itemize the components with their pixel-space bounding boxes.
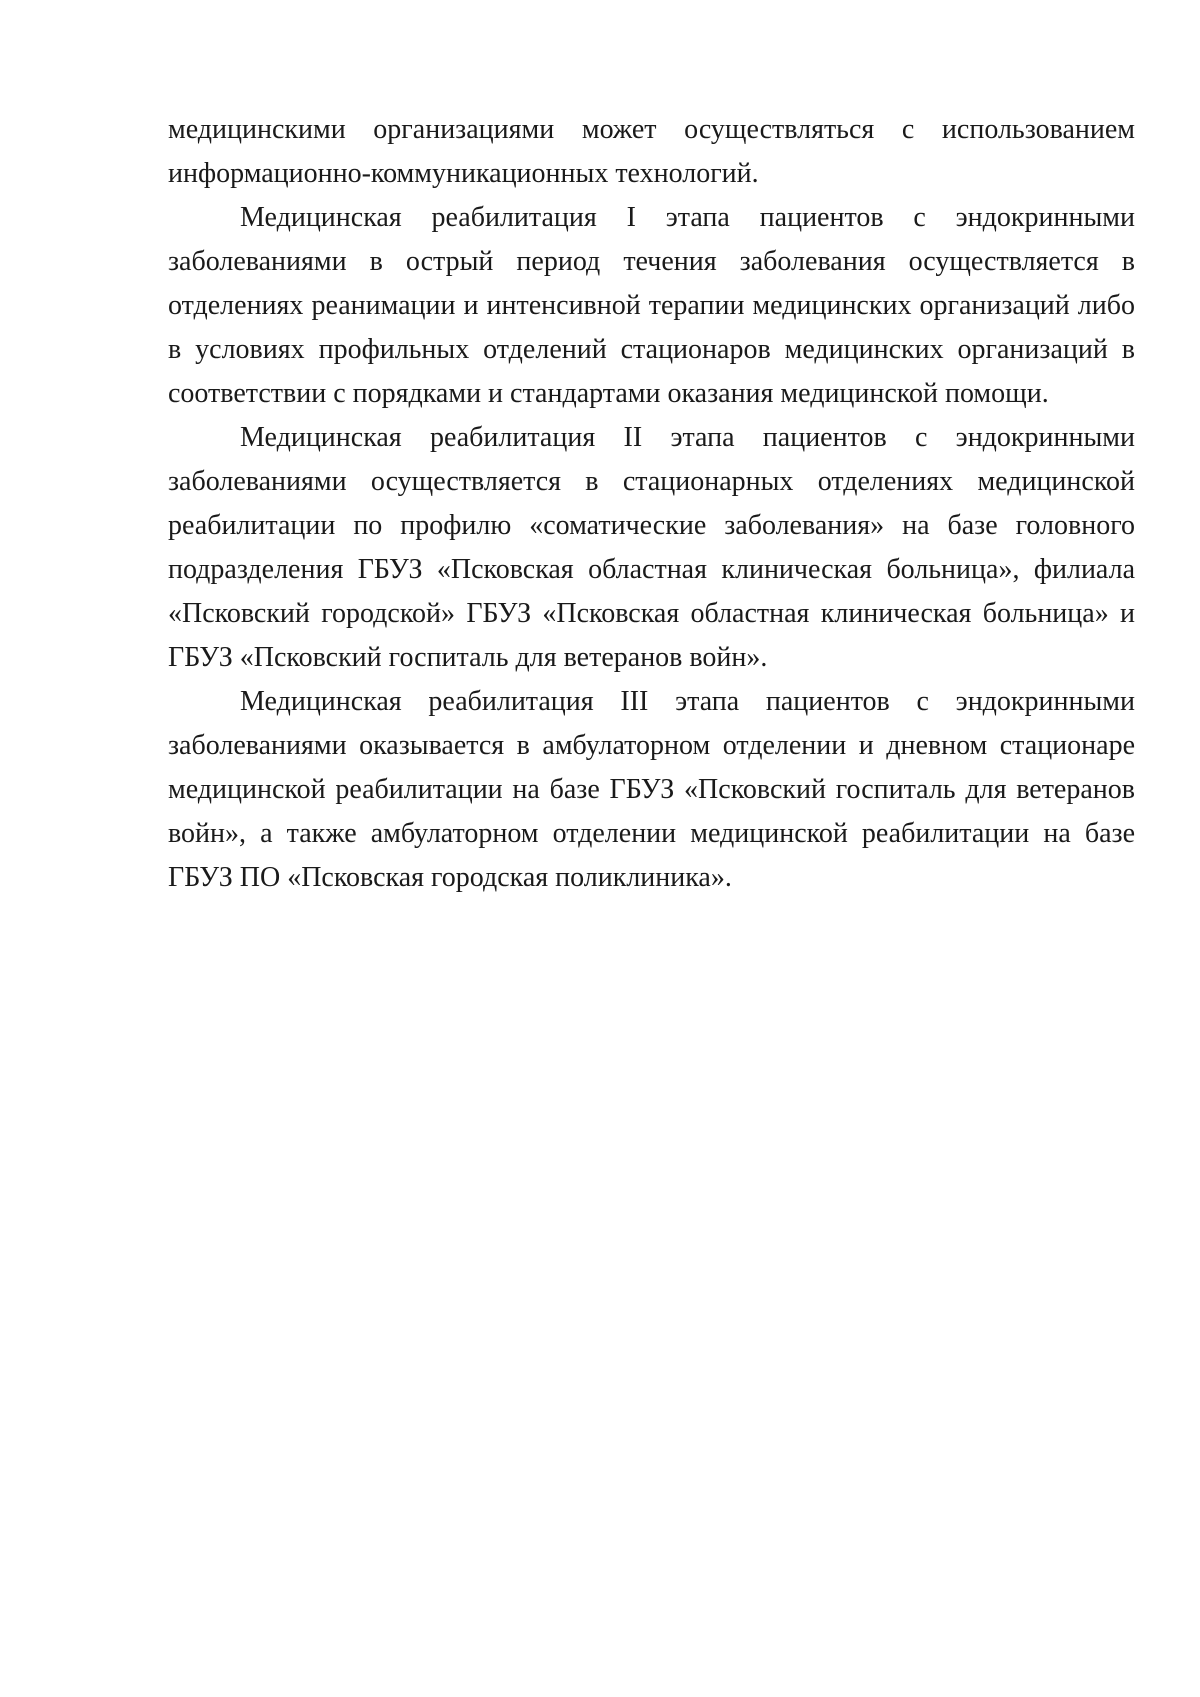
paragraph-stage-1-rehabilitation: Медицинская реабилитация I этапа пациентов с эндокринными заболеваниями в острый период течения заболевания осуществляется в отделениях реанимации и интенсивной терапии медицинских организаций либо в условиях профильных отделений стационаров медицинских организаций в соответствии с порядками и стандартами оказания медицинской помощи.: [168, 202, 1135, 409]
paragraph-stage-2-rehabilitation: Медицинская реабилитация II этапа пациентов с эндокринными заболеваниями осуществляется в стационарных отделениях медицинской реабилитации по профилю «соматические заболевания» на базе головного подразделения ГБУЗ «Псковская областная клиническая больница», филиала «Псковский городской» ГБУЗ «Псковская областная клиническая больница» и ГБУЗ «Псковский госпиталь для ветеранов войн».: [168, 422, 1135, 673]
document-body: [168, 108, 1135, 900]
paragraph-stage-3-rehabilitation: Медицинская реабилитация III этапа пациентов с эндокринными заболеваниями оказывается в амбулаторном отделении и дневном стационаре медицинской реабилитации на базе ГБУЗ «Псковский госпиталь для ветеранов войн», а также амбулаторном отделении медицинской реабилитации на базе ГБУЗ ПО «Псковская городская поликлиника».: [168, 686, 1135, 893]
paragraph-continuation: медицинскими организациями может осуществляться с использованием информационно-коммуникационных технологий.: [168, 114, 1135, 189]
